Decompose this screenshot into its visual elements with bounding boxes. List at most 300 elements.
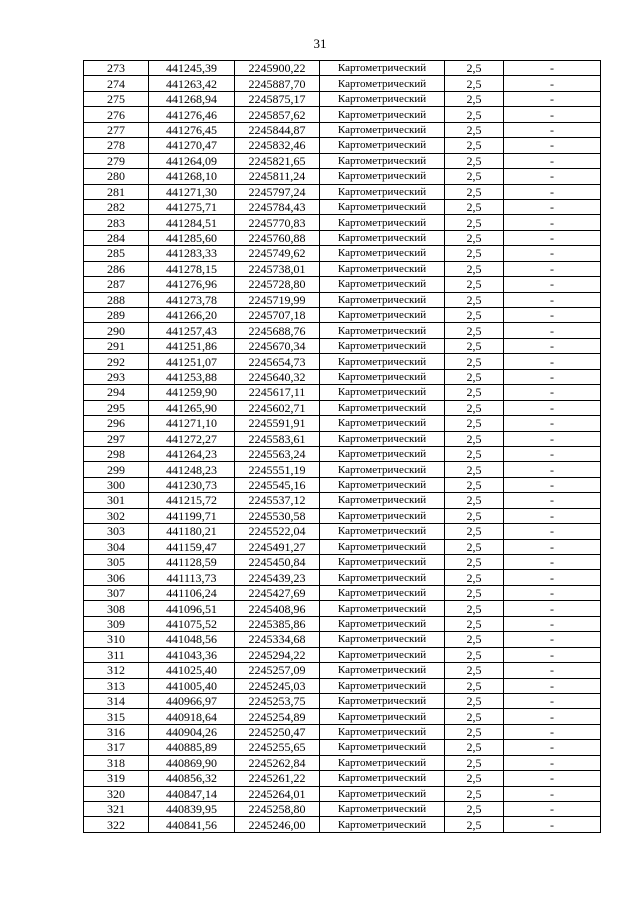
accuracy-cell: 2,5 [445, 709, 504, 724]
table-row [84, 308, 601, 323]
x-coordinate-cell: 440869,90 [149, 755, 235, 770]
accuracy-cell: 2,5 [445, 61, 504, 76]
point-number-cell: 311 [84, 647, 149, 662]
table-row [84, 184, 601, 199]
y-coordinate-cell: 2245255,65 [235, 740, 320, 755]
point-number-cell: 318 [84, 755, 149, 770]
y-coordinate-cell: 2245334,68 [235, 632, 320, 647]
table-row [84, 122, 601, 137]
y-coordinate-cell: 2245563,24 [235, 446, 320, 461]
accuracy-cell: 2,5 [445, 539, 504, 554]
method-cell: Картометрический [320, 771, 445, 786]
x-coordinate-cell: 441276,96 [149, 277, 235, 292]
method-cell: Картометрический [320, 91, 445, 106]
method-cell: Картометрический [320, 246, 445, 261]
method-cell: Картометрический [320, 338, 445, 353]
table-row [84, 107, 601, 122]
accuracy-cell: 2,5 [445, 400, 504, 415]
y-coordinate-cell: 2245688,76 [235, 323, 320, 338]
method-cell: Картометрический [320, 61, 445, 76]
x-coordinate-cell: 441276,46 [149, 107, 235, 122]
table-row [84, 771, 601, 786]
accuracy-cell: 2,5 [445, 153, 504, 168]
x-coordinate-cell: 441268,94 [149, 91, 235, 106]
note-cell: - [504, 277, 601, 292]
table-row [84, 416, 601, 431]
point-number-cell: 289 [84, 308, 149, 323]
accuracy-cell: 2,5 [445, 555, 504, 570]
accuracy-cell: 2,5 [445, 524, 504, 539]
point-number-cell: 275 [84, 91, 149, 106]
y-coordinate-cell: 2245900,22 [235, 61, 320, 76]
note-cell: - [504, 740, 601, 755]
table-row [84, 570, 601, 585]
accuracy-cell: 2,5 [445, 616, 504, 631]
accuracy-cell: 2,5 [445, 446, 504, 461]
point-number-cell: 295 [84, 400, 149, 415]
point-number-cell: 298 [84, 446, 149, 461]
method-cell: Картометрический [320, 431, 445, 446]
point-number-cell: 313 [84, 678, 149, 693]
method-cell: Картометрический [320, 323, 445, 338]
note-cell: - [504, 709, 601, 724]
y-coordinate-cell: 2245738,01 [235, 261, 320, 276]
accuracy-cell: 2,5 [445, 385, 504, 400]
x-coordinate-cell: 441159,47 [149, 539, 235, 554]
point-number-cell: 274 [84, 76, 149, 91]
method-cell: Картометрический [320, 570, 445, 585]
x-coordinate-cell: 441270,47 [149, 138, 235, 153]
x-coordinate-cell: 441025,40 [149, 663, 235, 678]
point-number-cell: 294 [84, 385, 149, 400]
x-coordinate-cell: 441075,52 [149, 616, 235, 631]
x-coordinate-cell: 441265,90 [149, 400, 235, 415]
y-coordinate-cell: 2245844,87 [235, 122, 320, 137]
note-cell: - [504, 169, 601, 184]
accuracy-cell: 2,5 [445, 338, 504, 353]
y-coordinate-cell: 2245261,22 [235, 771, 320, 786]
method-cell: Картометрический [320, 477, 445, 492]
y-coordinate-cell: 2245385,86 [235, 616, 320, 631]
accuracy-cell: 2,5 [445, 230, 504, 245]
x-coordinate-cell: 441180,21 [149, 524, 235, 539]
table-row [84, 215, 601, 230]
accuracy-cell: 2,5 [445, 786, 504, 801]
y-coordinate-cell: 2245245,03 [235, 678, 320, 693]
point-number-cell: 288 [84, 292, 149, 307]
y-coordinate-cell: 2245887,70 [235, 76, 320, 91]
point-number-cell: 307 [84, 585, 149, 600]
accuracy-cell: 2,5 [445, 693, 504, 708]
point-number-cell: 291 [84, 338, 149, 353]
y-coordinate-cell: 2245408,96 [235, 601, 320, 616]
note-cell: - [504, 693, 601, 708]
x-coordinate-cell: 441215,72 [149, 493, 235, 508]
y-coordinate-cell: 2245262,84 [235, 755, 320, 770]
y-coordinate-cell: 2245583,61 [235, 431, 320, 446]
x-coordinate-cell: 441264,09 [149, 153, 235, 168]
note-cell: - [504, 338, 601, 353]
table-row [84, 632, 601, 647]
table-row [84, 323, 601, 338]
point-number-cell: 314 [84, 693, 149, 708]
y-coordinate-cell: 2245797,24 [235, 184, 320, 199]
point-number-cell: 304 [84, 539, 149, 554]
accuracy-cell: 2,5 [445, 76, 504, 91]
y-coordinate-cell: 2245537,12 [235, 493, 320, 508]
x-coordinate-cell: 441048,56 [149, 632, 235, 647]
y-coordinate-cell: 2245250,47 [235, 724, 320, 739]
note-cell: - [504, 91, 601, 106]
x-coordinate-cell: 441285,60 [149, 230, 235, 245]
method-cell: Картометрический [320, 261, 445, 276]
note-cell: - [504, 153, 601, 168]
y-coordinate-cell: 2245640,32 [235, 369, 320, 384]
method-cell: Картометрический [320, 724, 445, 739]
y-coordinate-cell: 2245602,71 [235, 400, 320, 415]
y-coordinate-cell: 2245551,19 [235, 462, 320, 477]
accuracy-cell: 2,5 [445, 323, 504, 338]
note-cell: - [504, 539, 601, 554]
table-row [84, 755, 601, 770]
y-coordinate-cell: 2245591,91 [235, 416, 320, 431]
coordinates-table-body [84, 61, 601, 833]
y-coordinate-cell: 2245427,69 [235, 585, 320, 600]
note-cell: - [504, 230, 601, 245]
x-coordinate-cell: 441284,51 [149, 215, 235, 230]
x-coordinate-cell: 441259,90 [149, 385, 235, 400]
x-coordinate-cell: 441248,23 [149, 462, 235, 477]
point-number-cell: 278 [84, 138, 149, 153]
accuracy-cell: 2,5 [445, 122, 504, 137]
y-coordinate-cell: 2245707,18 [235, 308, 320, 323]
y-coordinate-cell: 2245530,58 [235, 508, 320, 523]
x-coordinate-cell: 441106,24 [149, 585, 235, 600]
note-cell: - [504, 308, 601, 323]
method-cell: Картометрический [320, 138, 445, 153]
method-cell: Картометрический [320, 153, 445, 168]
method-cell: Картометрический [320, 555, 445, 570]
x-coordinate-cell: 440918,64 [149, 709, 235, 724]
y-coordinate-cell: 2245450,84 [235, 555, 320, 570]
point-number-cell: 290 [84, 323, 149, 338]
table-row [84, 138, 601, 153]
point-number-cell: 279 [84, 153, 149, 168]
x-coordinate-cell: 441230,73 [149, 477, 235, 492]
point-number-cell: 312 [84, 663, 149, 678]
note-cell: - [504, 385, 601, 400]
note-cell: - [504, 555, 601, 570]
method-cell: Картометрический [320, 169, 445, 184]
table-row [84, 817, 601, 832]
accuracy-cell: 2,5 [445, 91, 504, 106]
method-cell: Картометрический [320, 740, 445, 755]
method-cell: Картометрический [320, 647, 445, 662]
accuracy-cell: 2,5 [445, 755, 504, 770]
table-row [84, 246, 601, 261]
point-number-cell: 297 [84, 431, 149, 446]
y-coordinate-cell: 2245832,46 [235, 138, 320, 153]
table-row [84, 477, 601, 492]
method-cell: Картометрический [320, 369, 445, 384]
method-cell: Картометрический [320, 539, 445, 554]
y-coordinate-cell: 2245617,11 [235, 385, 320, 400]
accuracy-cell: 2,5 [445, 462, 504, 477]
point-number-cell: 281 [84, 184, 149, 199]
note-cell: - [504, 431, 601, 446]
method-cell: Картометрический [320, 632, 445, 647]
method-cell: Картометрический [320, 817, 445, 832]
table-row [84, 539, 601, 554]
accuracy-cell: 2,5 [445, 678, 504, 693]
method-cell: Картометрический [320, 693, 445, 708]
point-number-cell: 319 [84, 771, 149, 786]
point-number-cell: 310 [84, 632, 149, 647]
y-coordinate-cell: 2245670,34 [235, 338, 320, 353]
method-cell: Картометрический [320, 755, 445, 770]
x-coordinate-cell: 441264,23 [149, 446, 235, 461]
x-coordinate-cell: 441271,30 [149, 184, 235, 199]
y-coordinate-cell: 2245760,88 [235, 230, 320, 245]
note-cell: - [504, 508, 601, 523]
table-row [84, 555, 601, 570]
table-row [84, 153, 601, 168]
x-coordinate-cell: 441283,33 [149, 246, 235, 261]
table-row [84, 724, 601, 739]
method-cell: Картометрический [320, 416, 445, 431]
note-cell: - [504, 462, 601, 477]
accuracy-cell: 2,5 [445, 431, 504, 446]
accuracy-cell: 2,5 [445, 570, 504, 585]
x-coordinate-cell: 441275,71 [149, 199, 235, 214]
method-cell: Картометрический [320, 277, 445, 292]
point-number-cell: 293 [84, 369, 149, 384]
method-cell: Картометрический [320, 601, 445, 616]
method-cell: Картометрический [320, 663, 445, 678]
method-cell: Картометрический [320, 524, 445, 539]
x-coordinate-cell: 441245,39 [149, 61, 235, 76]
y-coordinate-cell: 2245253,75 [235, 693, 320, 708]
table-row [84, 802, 601, 817]
method-cell: Картометрический [320, 107, 445, 122]
method-cell: Картометрический [320, 802, 445, 817]
method-cell: Картометрический [320, 616, 445, 631]
y-coordinate-cell: 2245264,01 [235, 786, 320, 801]
accuracy-cell: 2,5 [445, 184, 504, 199]
y-coordinate-cell: 2245875,17 [235, 91, 320, 106]
note-cell: - [504, 663, 601, 678]
y-coordinate-cell: 2245654,73 [235, 354, 320, 369]
accuracy-cell: 2,5 [445, 199, 504, 214]
method-cell: Картометрический [320, 786, 445, 801]
method-cell: Картометрический [320, 199, 445, 214]
accuracy-cell: 2,5 [445, 802, 504, 817]
table-row [84, 431, 601, 446]
x-coordinate-cell: 441257,43 [149, 323, 235, 338]
x-coordinate-cell: 440839,95 [149, 802, 235, 817]
note-cell: - [504, 771, 601, 786]
x-coordinate-cell: 441113,73 [149, 570, 235, 585]
point-number-cell: 277 [84, 122, 149, 137]
accuracy-cell: 2,5 [445, 817, 504, 832]
y-coordinate-cell: 2245258,80 [235, 802, 320, 817]
x-coordinate-cell: 441273,78 [149, 292, 235, 307]
point-number-cell: 276 [84, 107, 149, 122]
x-coordinate-cell: 441253,88 [149, 369, 235, 384]
point-number-cell: 296 [84, 416, 149, 431]
method-cell: Картометрический [320, 493, 445, 508]
x-coordinate-cell: 441268,10 [149, 169, 235, 184]
note-cell: - [504, 323, 601, 338]
accuracy-cell: 2,5 [445, 601, 504, 616]
point-number-cell: 287 [84, 277, 149, 292]
x-coordinate-cell: 441266,20 [149, 308, 235, 323]
accuracy-cell: 2,5 [445, 585, 504, 600]
accuracy-cell: 2,5 [445, 493, 504, 508]
point-number-cell: 308 [84, 601, 149, 616]
point-number-cell: 315 [84, 709, 149, 724]
note-cell: - [504, 107, 601, 122]
accuracy-cell: 2,5 [445, 508, 504, 523]
note-cell: - [504, 786, 601, 801]
accuracy-cell: 2,5 [445, 724, 504, 739]
method-cell: Картометрический [320, 292, 445, 307]
y-coordinate-cell: 2245246,00 [235, 817, 320, 832]
table-row [84, 230, 601, 245]
y-coordinate-cell: 2245254,89 [235, 709, 320, 724]
table-row [84, 647, 601, 662]
point-number-cell: 280 [84, 169, 149, 184]
y-coordinate-cell: 2245257,09 [235, 663, 320, 678]
note-cell: - [504, 493, 601, 508]
accuracy-cell: 2,5 [445, 477, 504, 492]
accuracy-cell: 2,5 [445, 740, 504, 755]
coordinates-table [83, 60, 601, 833]
note-cell: - [504, 678, 601, 693]
y-coordinate-cell: 2245545,16 [235, 477, 320, 492]
table-row [84, 292, 601, 307]
note-cell: - [504, 724, 601, 739]
method-cell: Картометрический [320, 385, 445, 400]
accuracy-cell: 2,5 [445, 771, 504, 786]
accuracy-cell: 2,5 [445, 169, 504, 184]
point-number-cell: 317 [84, 740, 149, 755]
point-number-cell: 320 [84, 786, 149, 801]
note-cell: - [504, 585, 601, 600]
note-cell: - [504, 61, 601, 76]
note-cell: - [504, 122, 601, 137]
x-coordinate-cell: 440847,14 [149, 786, 235, 801]
x-coordinate-cell: 441251,07 [149, 354, 235, 369]
table-row [84, 524, 601, 539]
method-cell: Картометрический [320, 400, 445, 415]
note-cell: - [504, 400, 601, 415]
note-cell: - [504, 199, 601, 214]
y-coordinate-cell: 2245719,99 [235, 292, 320, 307]
note-cell: - [504, 802, 601, 817]
note-cell: - [504, 138, 601, 153]
table-row [84, 601, 601, 616]
point-number-cell: 309 [84, 616, 149, 631]
x-coordinate-cell: 441278,15 [149, 261, 235, 276]
accuracy-cell: 2,5 [445, 632, 504, 647]
note-cell: - [504, 246, 601, 261]
x-coordinate-cell: 441096,51 [149, 601, 235, 616]
x-coordinate-cell: 440856,32 [149, 771, 235, 786]
method-cell: Картометрический [320, 678, 445, 693]
x-coordinate-cell: 441271,10 [149, 416, 235, 431]
table-row [84, 462, 601, 477]
table-row [84, 277, 601, 292]
accuracy-cell: 2,5 [445, 138, 504, 153]
accuracy-cell: 2,5 [445, 647, 504, 662]
accuracy-cell: 2,5 [445, 261, 504, 276]
method-cell: Картометрический [320, 184, 445, 199]
accuracy-cell: 2,5 [445, 246, 504, 261]
method-cell: Картометрический [320, 215, 445, 230]
table-row [84, 663, 601, 678]
method-cell: Картометрический [320, 462, 445, 477]
table-row [84, 199, 601, 214]
accuracy-cell: 2,5 [445, 277, 504, 292]
y-coordinate-cell: 2245439,23 [235, 570, 320, 585]
y-coordinate-cell: 2245857,62 [235, 107, 320, 122]
point-number-cell: 305 [84, 555, 149, 570]
table-row [84, 385, 601, 400]
table-row [84, 786, 601, 801]
x-coordinate-cell: 441199,71 [149, 508, 235, 523]
point-number-cell: 300 [84, 477, 149, 492]
note-cell: - [504, 369, 601, 384]
point-number-cell: 273 [84, 61, 149, 76]
accuracy-cell: 2,5 [445, 416, 504, 431]
table-row [84, 354, 601, 369]
table-row [84, 493, 601, 508]
note-cell: - [504, 354, 601, 369]
note-cell: - [504, 184, 601, 199]
y-coordinate-cell: 2245784,43 [235, 199, 320, 214]
method-cell: Картометрический [320, 230, 445, 245]
x-coordinate-cell: 441128,59 [149, 555, 235, 570]
point-number-cell: 292 [84, 354, 149, 369]
accuracy-cell: 2,5 [445, 292, 504, 307]
note-cell: - [504, 632, 601, 647]
table-row [84, 261, 601, 276]
x-coordinate-cell: 441276,45 [149, 122, 235, 137]
x-coordinate-cell: 440885,89 [149, 740, 235, 755]
table-row [84, 91, 601, 106]
table-row [84, 616, 601, 631]
point-number-cell: 284 [84, 230, 149, 245]
note-cell: - [504, 817, 601, 832]
table-row [84, 76, 601, 91]
x-coordinate-cell: 441251,86 [149, 338, 235, 353]
accuracy-cell: 2,5 [445, 663, 504, 678]
y-coordinate-cell: 2245491,27 [235, 539, 320, 554]
point-number-cell: 303 [84, 524, 149, 539]
point-number-cell: 299 [84, 462, 149, 477]
table-row [84, 400, 601, 415]
y-coordinate-cell: 2245728,80 [235, 277, 320, 292]
point-number-cell: 302 [84, 508, 149, 523]
accuracy-cell: 2,5 [445, 369, 504, 384]
table-row [84, 446, 601, 461]
y-coordinate-cell: 2245821,65 [235, 153, 320, 168]
x-coordinate-cell: 440841,56 [149, 817, 235, 832]
accuracy-cell: 2,5 [445, 107, 504, 122]
note-cell: - [504, 616, 601, 631]
note-cell: - [504, 215, 601, 230]
